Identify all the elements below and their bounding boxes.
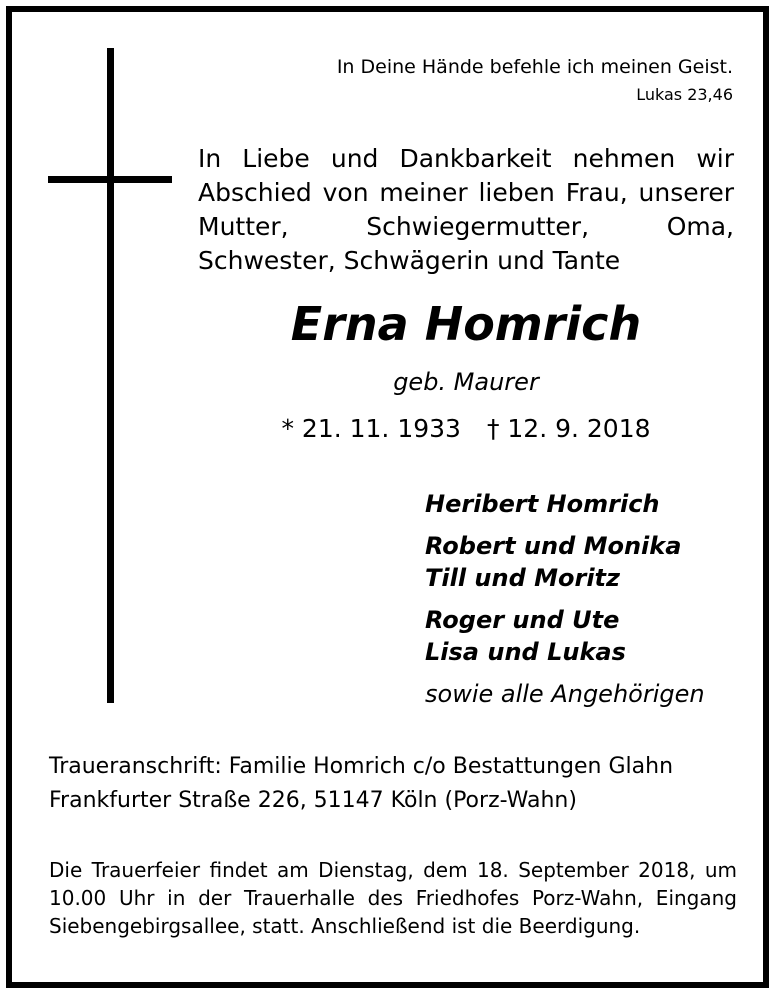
mourner-line-relatives: sowie alle Angehörigen: [425, 680, 705, 708]
bible-verse: In Deine Hände befehle ich meinen Geist.: [336, 56, 733, 78]
ceremony-info: Die Trauerfeier findet am Dienstag, dem 18. September 2018, um 10.00 Uhr in der Trauerhalle des Friedhofes Porz-Wahn, Eingang Siebengebirgsallee, statt. Anschließend ist die Beerdigung.: [49, 858, 737, 938]
address-line: Traueranschrift: Familie Homrich c/o Bestattungen Glahn: [49, 754, 674, 779]
mourner-line: Heribert Homrich: [425, 490, 660, 518]
deceased-name: Erna Homrich: [290, 297, 642, 351]
mourning-address: [49, 750, 673, 818]
life-dates: [198, 414, 734, 443]
death-date: † 12. 9. 2018: [486, 414, 651, 443]
intro-text: In Liebe und Dankbarkeit nehmen wir Abschied von meiner lieben Frau, unserer Mutter, Schwiegermutter, Oma, Schwester, Schwägerin und Tante: [198, 144, 734, 275]
birth-date: * 21. 11. 1933: [281, 414, 461, 443]
mourner-line: Lisa und Lukas: [425, 638, 626, 666]
mourner-line: Roger und Ute: [425, 606, 620, 634]
address-line: Frankfurter Straße 226, 51147 Köln (Porz-Wahn): [49, 788, 577, 813]
mourners-list: [425, 488, 705, 720]
mourner-line: Robert und Monika: [425, 532, 682, 560]
maiden-name: geb. Maurer: [393, 368, 539, 396]
bible-verse-reference: Lukas 23,46: [636, 85, 733, 104]
cross-icon-vertical: [107, 48, 114, 703]
notice-frame: [6, 6, 769, 988]
mourner-line: Till und Moritz: [425, 564, 620, 592]
cross-icon-horizontal: [48, 176, 172, 183]
